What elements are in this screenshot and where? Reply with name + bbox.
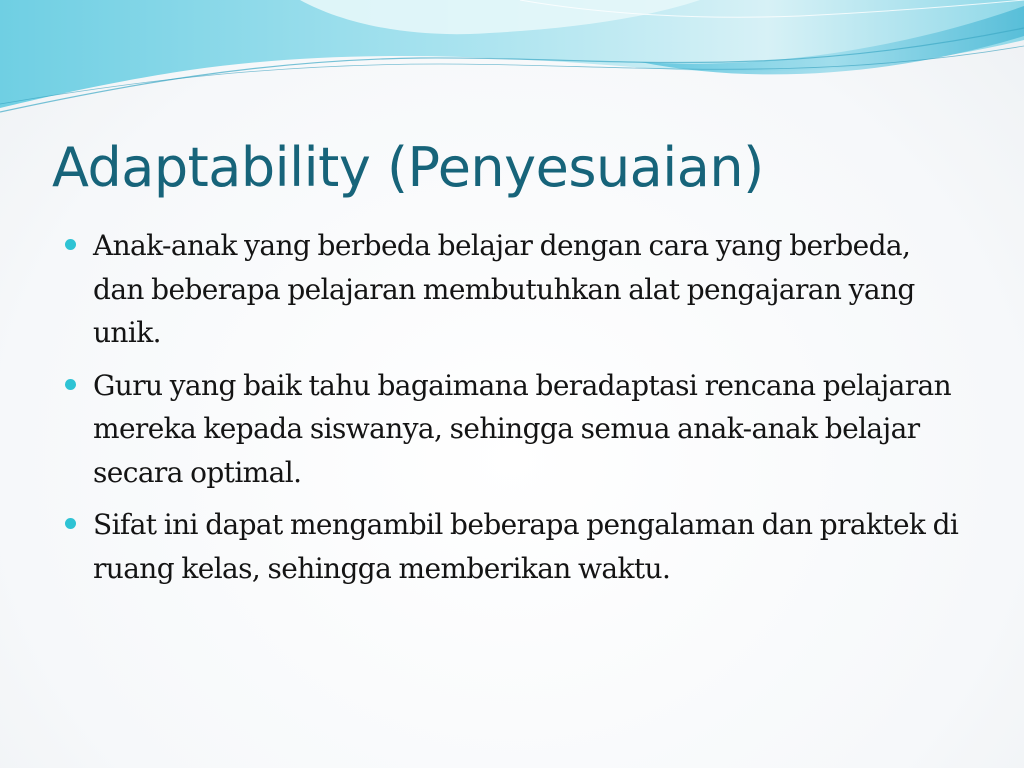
bullet-text: Guru yang baik tahu bagaimana beradaptasi rencana pelajaran mereka kepada siswanya, sehingga semua anak-anak belajar secara optimal.	[93, 368, 952, 489]
bullet-text: Anak-anak yang berbeda belajar dengan cara yang berbeda, dan beberapa pelajaran membutuhkan alat pengajaran yang unik.	[93, 229, 915, 349]
bullet-text: Sifat ini dapat mengambil beberapa pengalaman dan praktek di ruang kelas, sehingga memberikan waktu.	[93, 508, 959, 585]
bullet-marker-icon	[65, 518, 76, 529]
bullet-item	[62, 364, 962, 495]
bullet-item	[62, 224, 962, 355]
bullet-marker-icon	[65, 379, 76, 390]
bullet-item	[62, 503, 962, 590]
slide-title: Adaptability (Penyesuaian)	[52, 136, 764, 199]
header-wave-decoration	[0, 0, 1024, 130]
bullet-marker-icon	[65, 239, 76, 250]
bullet-list	[62, 224, 962, 599]
